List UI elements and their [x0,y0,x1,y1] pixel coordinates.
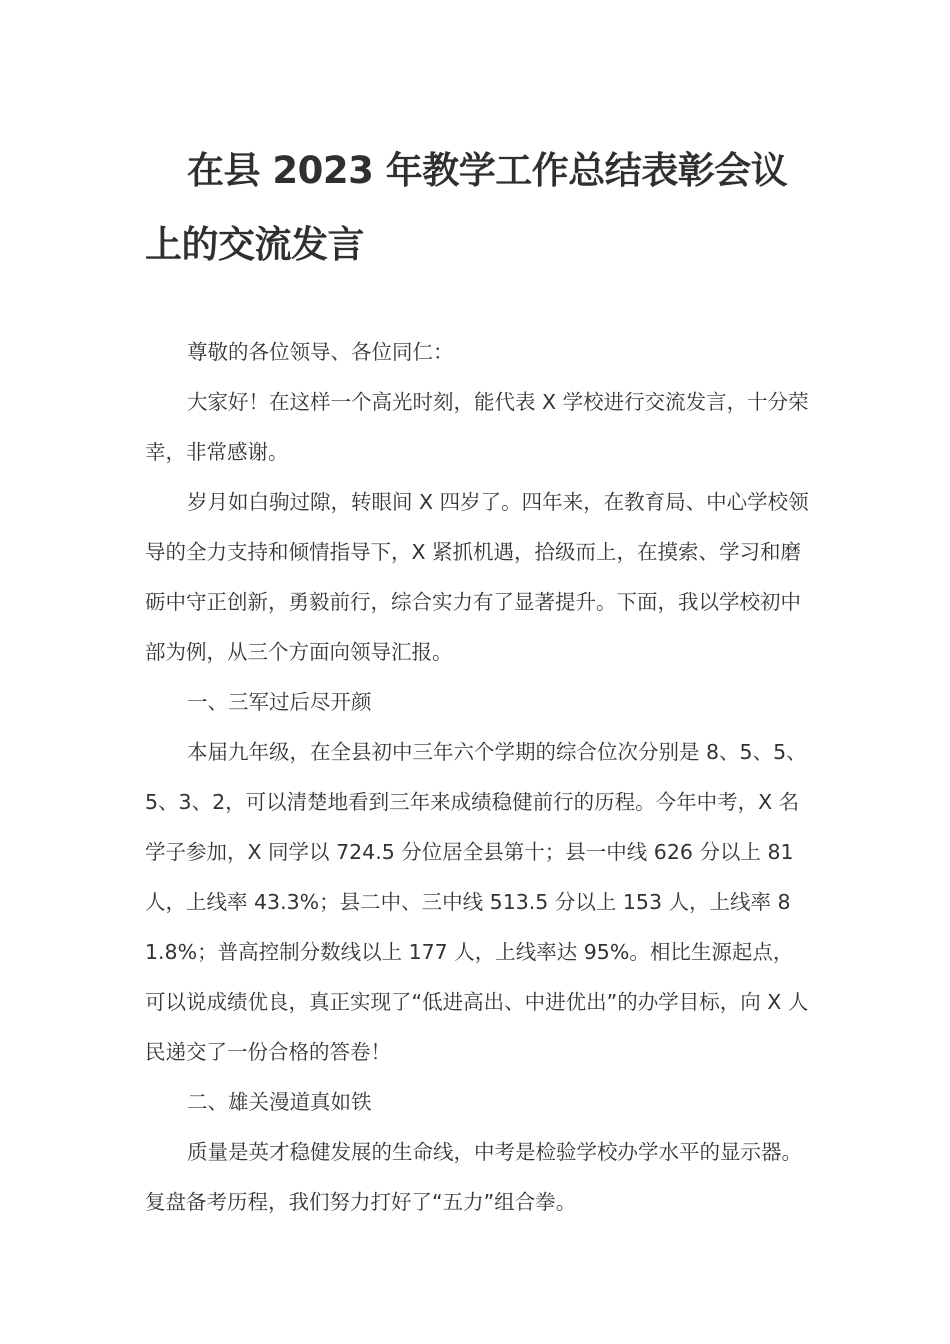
salutation: 尊敬的各位领导、各位同仁： [187,340,454,364]
paragraph-greeting: 大家好！在这样一个高光时刻，能代表 X 学校进行交流发言，十分荣幸，非常感谢。 [145,390,809,464]
document-title: 在县 2023 年教学工作总结表彰会议上的交流发言 [145,149,788,266]
paragraph-introduction: 岁月如白驹过隙，转眼间 X 四岁了。四年来，在教育局、中心学校领导的全力支持和倾情指导下，X 紧抓机遇，拾级而上，在摸索、学习和磨砺中守正创新，勇毅前行，综合实力有了显著提升。下面，我以学校初中部为例，从三个方面向领导汇报。 [145,490,809,664]
document-body [145,327,810,1227]
paragraph-quality: 质量是英才稳健发展的生命线，中考是检验学校办学水平的显示器。复盘备考历程，我们努力打好了“五力”组合拳。 [145,1140,802,1214]
paragraph-results: 本届九年级，在全县初中三年六个学期的综合位次分别是 8、5、5、5、3、2，可以清楚地看到三年来成绩稳健前行的历程。今年中考，X 名学子参加，X 同学以 724.5 分位居全县第十；县一中线 626 分以上 81 人，上线率 43.3%；县二中、三中线 513.5 分以上 153 人，上线率 81.8%；普高控制分数线以上 177 人，上线率达 95%。相比生源起点，可以说成绩优良，真正实现了“低进高出、中进优出”的办学目标，向 X 人民递交了一份合格的答卷！ [145,740,809,1064]
section-heading-2: 二、雄关漫道真如铁 [187,1090,372,1114]
section-heading-1: 一、三军过后尽开颜 [187,690,372,714]
